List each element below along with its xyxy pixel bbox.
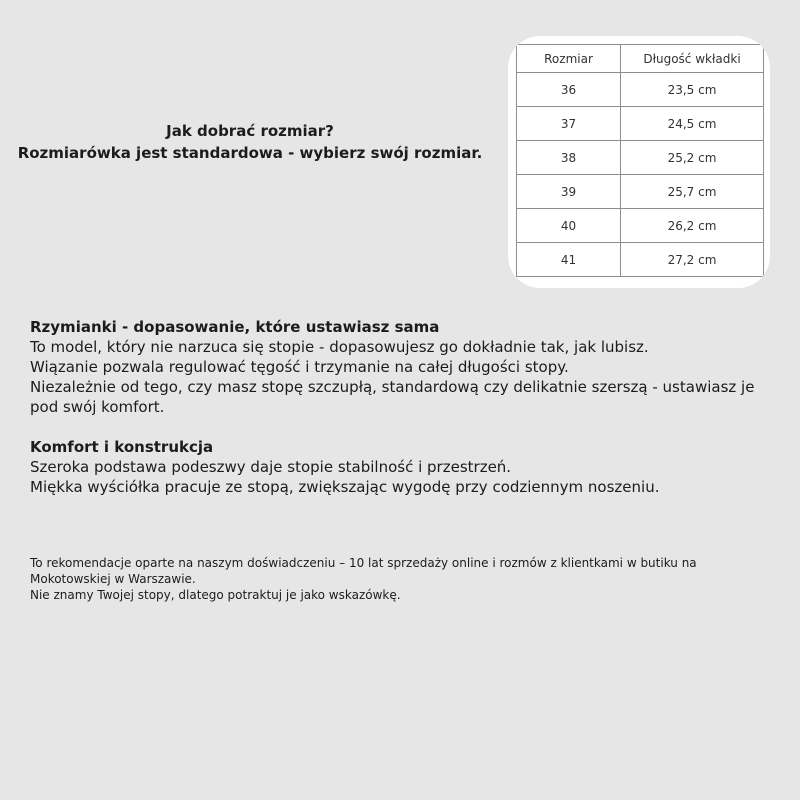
size-cell: 41 — [517, 243, 621, 277]
fit-section-title: Rzymianki - dopasowanie, które ustawiasz sama — [30, 318, 440, 336]
note-line: To rekomendacje oparte na naszym doświadczeniu – 10 lat sprzedaży online i rozmów z klientkami w butiku na Mokotowskiej w Warszawie. — [30, 556, 697, 586]
insole-length-cell: 24,5 cm — [621, 107, 764, 141]
headline-subtitle: Rozmiarówka jest standardowa - wybierz swój rozmiar. — [17, 144, 483, 162]
note-line: Nie znamy Twojej stopy, dlatego potraktuj je jako wskazówkę. — [30, 588, 401, 602]
table-row — [517, 73, 764, 107]
size-table-header-row — [517, 45, 764, 73]
comfort-section — [30, 437, 770, 497]
insole-length-cell: 25,2 cm — [621, 141, 764, 175]
fit-section — [30, 317, 770, 417]
table-row — [517, 175, 764, 209]
insole-length-cell: 27,2 cm — [621, 243, 764, 277]
size-cell: 40 — [517, 209, 621, 243]
comfort-section-line: Szeroka podstawa podeszwy daje stopie stabilność i przestrzeń. — [30, 458, 512, 476]
table-row — [517, 141, 764, 175]
insole-length-cell: 26,2 cm — [621, 209, 764, 243]
table-row — [517, 243, 764, 277]
comfort-section-line: Miękka wyściółka pracuje ze stopą, zwiększając wygodę przy codziennym noszeniu. — [30, 478, 660, 496]
insole-length-cell: 25,7 cm — [621, 175, 764, 209]
insole-length-cell: 23,5 cm — [621, 73, 764, 107]
size-chart-table — [516, 44, 764, 277]
fit-section-line: To model, który nie narzuca się stopie - dopasowujesz go dokładnie tak, jak lubisz. — [30, 338, 649, 356]
size-cell: 37 — [517, 107, 621, 141]
size-cell: 38 — [517, 141, 621, 175]
size-column-header: Rozmiar — [517, 45, 621, 73]
comfort-section-title: Komfort i konstrukcja — [30, 438, 214, 456]
table-row — [517, 209, 764, 243]
table-row — [517, 107, 764, 141]
headline-question: Jak dobrać rozmiar? — [166, 122, 334, 140]
size-cell: 39 — [517, 175, 621, 209]
fit-section-line: Niezależnie od tego, czy masz stopę szczupłą, standardową czy delikatnie szerszą - ustawiasz je pod swój komfort. — [30, 378, 755, 416]
recommendation-note — [30, 555, 720, 603]
headline — [0, 120, 500, 164]
size-cell: 36 — [517, 73, 621, 107]
fit-section-line: Wiązanie pozwala regulować tęgość i trzymanie na całej długości stopy. — [30, 358, 569, 376]
size-chart-card — [508, 36, 770, 288]
insole-length-column-header: Długość wkładki — [621, 45, 764, 73]
